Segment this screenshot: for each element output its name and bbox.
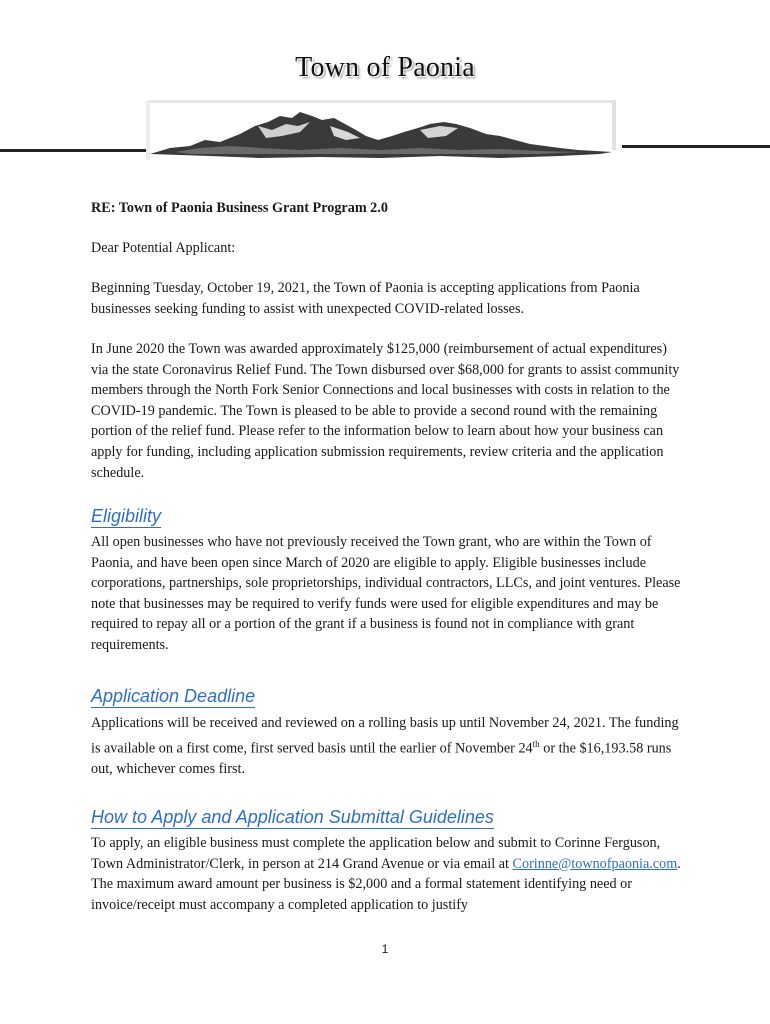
how-to-apply-paragraph: To apply, an eligible business must complete the application below and submit to Corinne Ferguson, Town Administrator/Clerk, in person at 214 Grand Avenue or via email at Corinne@townofpaonia.com. The maximum award amount per business is $2,000 and a formal statement identifying need or invoice/receipt must accompany a completed application to justify bbox=[91, 835, 681, 913]
how-to-apply-heading: How to Apply and Application Submittal Guidelines bbox=[91, 807, 494, 827]
deadline-heading: Application Deadline bbox=[91, 686, 256, 706]
eligibility-heading: Eligibility bbox=[91, 506, 162, 526]
mountain-banner-image bbox=[0, 96, 770, 168]
re-line: RE: Town of Paonia Business Grant Program 2.0 bbox=[91, 200, 388, 216]
email-link[interactable]: Corinne@townofpaonia.com bbox=[512, 855, 678, 872]
left-rule bbox=[0, 149, 148, 152]
superscript: th bbox=[532, 738, 540, 749]
right-rule bbox=[622, 145, 770, 148]
background-paragraph: In June 2020 the Town was awarded approximately $125,000 (reimbursement of actual expenditures) via the state Coronavirus Relief Fund. The Town disbursed over $68,000 for grants to assist community members through the North Fork Senior Connections and local businesses with costs in relation to the COVID-19 pandemic. The Town is pleased to be able to provide a second round with the remaining portion of the relief fund. Please refer to the information below to learn about how your business can apply for funding, including application submission requirements, review criteria and the application schedule. bbox=[91, 341, 680, 481]
deadline-paragraph: Applications will be received and reviewed on a rolling basis up until November 24, 2021. The funding is available on a first come, first served basis until the earlier of November 24th or the $16,193.58 runs out, whichever comes first. bbox=[91, 715, 679, 777]
page-number: 1 bbox=[381, 942, 389, 956]
salutation: Dear Potential Applicant: bbox=[91, 240, 236, 256]
eligibility-paragraph: All open businesses who have not previously received the Town grant, who are within the Town of Paonia, and have been open since March of 2020 are eligible to apply. Eligible businesses include corporations, partnerships, sole proprietorships, individual contractors, LLCs, and joint ventures. Please note that businesses may be required to verify funds were used for eligible expenditures and may be required to repay all or a portion of the grant if a business is found not in compliance with grant requirements. bbox=[91, 534, 681, 653]
page-title: Town of Paonia bbox=[295, 52, 475, 83]
intro-paragraph: Beginning Tuesday, October 19, 2021, the Town of Paonia is accepting applications from Paonia businesses seeking funding to assist with unexpected COVID-related losses. bbox=[91, 280, 640, 317]
